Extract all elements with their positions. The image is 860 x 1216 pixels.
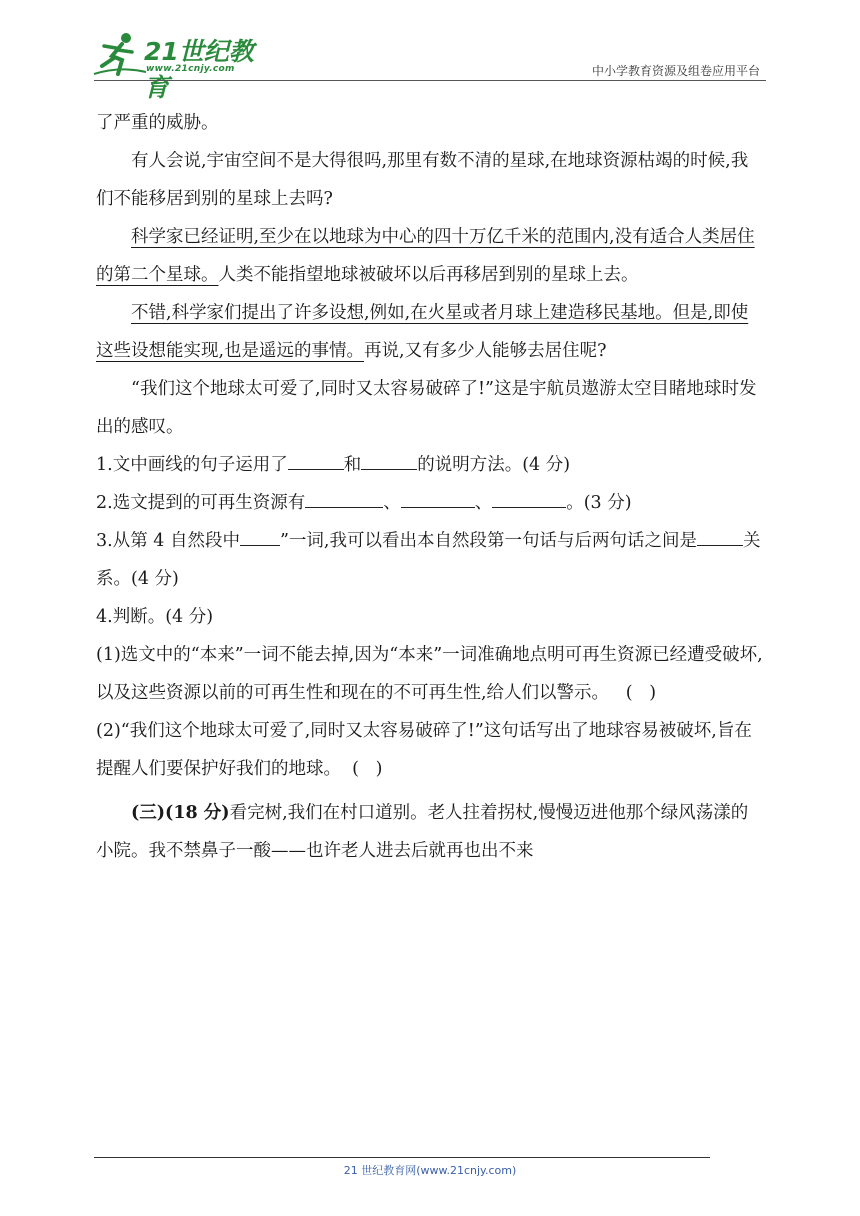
section-3-paragraph (96, 794, 764, 870)
q2-text-c: 。(3 分) (566, 493, 632, 513)
question-4-2: (2)“我们这个地球太可爱了,同时又太容易破碎了!”这句话写出了地球容易被破坏,旨在提醒人们要保护好我们的地球。 ( ) (96, 721, 752, 779)
q1-text-b: 和 (343, 455, 362, 475)
q2-blank-2[interactable] (401, 487, 475, 508)
passage-paragraph-3 (96, 294, 764, 370)
page-header (0, 0, 860, 102)
runner-logo-icon (92, 30, 148, 78)
passage-paragraph-1: 有人会说,宇宙空间不是大得很吗,那里有数不清的星球,在地球资源枯竭的时候,我们不能移居到别的星球上去吗? (96, 151, 749, 209)
q2-blank-3[interactable] (492, 487, 566, 508)
q3-text-c: 关系。(4 分) (96, 531, 761, 589)
document-body (96, 104, 764, 870)
underlined-sentence-2: 不错,科学家们提出了许多设想,例如,在火星或者月球上建造移民基地。但是,即使这些设想能实现,也是遥远的事情。 (96, 303, 749, 361)
section-3-label: (三)(18 分) (131, 803, 230, 823)
page-footer: 21 世纪教育网(www.21cnjy.com) (343, 1164, 517, 1177)
logo-url-text: www.21cnjy.com (146, 64, 235, 74)
q2-text-a: 2.选文提到的可再生资源有 (96, 493, 306, 513)
section-3-text: 看完树,我们在村口道别。老人拄着拐杖,慢慢迈进他那个绿风荡漾的小院。我不禁鼻子一酸——也许老人进去后就再也出不来 (96, 803, 749, 861)
q2-blank-1[interactable] (305, 487, 383, 508)
q3-blank-2[interactable] (697, 525, 743, 546)
header-divider (94, 80, 766, 81)
q1-blank-2[interactable] (361, 449, 417, 470)
q1-text-a: 1.文中画线的句子运用了 (96, 455, 288, 475)
logo-brand-text: 21世纪教育 (144, 37, 254, 102)
question-4-1: (1)选文中的“本来”一词不能去掉,因为“本来”一词准确地点明可再生资源已经遭受破坏,以及这些资源以前的可再生性和现在的不可再生性,给人们以警示。 ( ) (96, 645, 763, 703)
passage-paragraph-4: “我们这个地球太可爱了,同时又太容易破碎了!”这是宇航员遨游太空目睹地球时发出的感叹。 (96, 379, 757, 437)
footer-divider (94, 1157, 710, 1158)
question-1 (96, 446, 764, 484)
header-platform-text: 中小学教育资源及组卷应用平台 (591, 64, 760, 78)
site-logo (92, 30, 272, 102)
q1-blank-1[interactable] (288, 449, 344, 470)
passage-paragraph-0: 了严重的威胁。 (96, 113, 219, 133)
passage-paragraph-2 (96, 218, 764, 294)
question-4: 4.判断。(4 分) (96, 607, 214, 627)
paragraph-2-rest: 人类不能指望地球被破坏以后再移居到别的星球上去。 (218, 265, 639, 285)
q1-text-c: 的说明方法。(4 分) (417, 455, 571, 475)
q3-blank-1[interactable] (240, 525, 280, 546)
paragraph-3-rest: 再说,又有多少人能够去居住呢? (364, 341, 607, 361)
underlined-sentence-1: 科学家已经证明,至少在以地球为中心的四十万亿千米的范围内,没有适合人类居住的第二个星球。 (96, 227, 755, 285)
q2-sep-2: 、 (474, 493, 493, 513)
question-3 (96, 522, 764, 598)
question-2 (96, 484, 764, 522)
q3-text-a: 3.从第 4 自然段中 (96, 531, 240, 551)
q2-sep-1: 、 (383, 493, 401, 513)
q3-text-b: ”一词,我可以看出本自然段第一句话与后两句话之间是 (279, 531, 697, 551)
